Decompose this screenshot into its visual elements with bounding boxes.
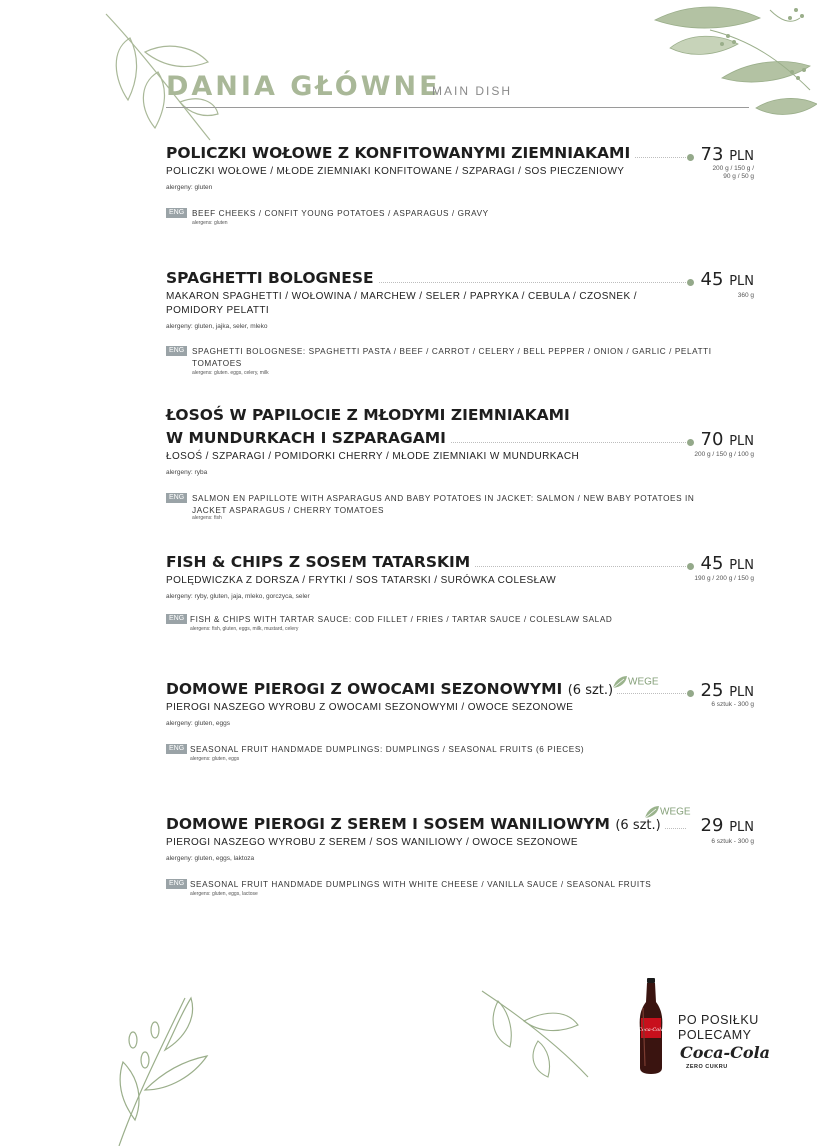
bullet-dot-icon	[687, 439, 694, 446]
dish-description: POLĘDWICZKA Z DORSZA / FRYTKI / SOS TATARSKI / SURÓWKA COLESŁAW	[166, 575, 557, 586]
bullet-dot-icon	[687, 154, 694, 161]
dish-description: POLICZKI WOŁOWE / MŁODE ZIEMNIAKI KONFITOWANE / SZPARAGI / SOS PIECZENIOWY	[166, 166, 625, 177]
english-translation	[166, 493, 756, 521]
english-allergens: alergens: fish	[192, 515, 222, 521]
promo-line: PO POSIŁKU	[678, 1013, 759, 1027]
bullet-dot-icon	[687, 563, 694, 570]
dish-weight: 6 sztuk - 300 g	[711, 838, 754, 845]
menu-item	[166, 676, 756, 762]
dish-price	[701, 144, 754, 165]
price-currency: PLN	[729, 149, 754, 164]
dish-weight	[712, 165, 754, 181]
english-allergens: alergens: gluten, eggs	[190, 756, 240, 762]
promo-subtitle: ZERO CUKRU	[686, 1064, 728, 1070]
price-currency: PLN	[729, 558, 754, 573]
promo-line: POLECAMY	[678, 1028, 752, 1042]
vegetarian-label: WEGE	[660, 806, 691, 818]
english-translation	[166, 208, 756, 226]
dish-allergens: alergeny: gluten, jajka, seler, mleko	[166, 323, 268, 330]
dish-price	[701, 429, 754, 450]
english-allergens: alergens: gluten	[192, 220, 228, 226]
dish-pieces: (6 szt.)	[567, 683, 614, 698]
eng-badge: ENG	[166, 493, 187, 503]
price-value: 70	[700, 429, 724, 450]
english-allergens: alergens: gluten. eggs, celery, milk	[192, 370, 269, 376]
price-value: 45	[700, 269, 724, 290]
price-value: 29	[700, 815, 724, 836]
menu-item	[166, 268, 756, 376]
weight-line: 90 g / 50 g	[723, 173, 754, 180]
eng-badge: ENG	[166, 208, 187, 218]
dish-price	[701, 815, 754, 836]
leaf-branch-bottom-center-illustration	[478, 985, 593, 1080]
menu-item	[166, 405, 756, 521]
dish-price	[701, 269, 754, 290]
price-value: 73	[700, 144, 724, 165]
english-translation	[166, 346, 756, 376]
dish-name-text: DOMOWE PIEROGI Z OWOCAMI SEZONOWYMI	[166, 680, 563, 698]
dish-price	[701, 680, 754, 701]
bullet-dot-icon	[687, 690, 694, 697]
eng-badge: ENG	[166, 346, 187, 356]
dish-description: PIEROGI NASZEGO WYROBU Z OWOCAMI SEZONOWYMI / OWOCE SEZONOWE	[166, 702, 574, 713]
english-description: SPAGHETTI BOLOGNESE: SPAGHETTI PASTA / BEEF / CARROT / CELERY / BELL PEPPER / ONION / GARLIC / PELATTI TOMATOES	[192, 347, 712, 368]
dish-name: POLICZKI WOŁOWE Z KONFITOWANYMI ZIEMNIAKAMI	[166, 144, 634, 162]
price-value: 45	[700, 553, 724, 574]
dish-allergens: alergeny: ryby, gluten, jaja, mleko, gorczyca, seler	[166, 593, 310, 600]
english-translation	[166, 744, 756, 762]
dish-description: PIEROGI NASZEGO WYROBU Z SEREM / SOS WANILIOWY / OWOCE SEZONOWE	[166, 837, 578, 848]
english-description: SALMON EN PAPILLOTE WITH ASPARAGUS AND BABY POTATOES IN JACKET: SALMON / NEW BABY POTATOES IN JACKET ASPARAGUS / CHERRY TOMATOES	[192, 494, 695, 515]
dish-weight: 190 g / 200 g / 150 g	[694, 575, 754, 582]
leaf-branch-top-right-illustration	[650, 0, 817, 135]
english-allergens: alergens: fish, gluten, eggs, milk, mustard, celery	[190, 626, 299, 632]
dish-allergens: alergeny: gluten, eggs, laktoza	[166, 855, 255, 862]
eng-badge: ENG	[166, 614, 187, 624]
dish-pieces: (6 szt.)	[615, 818, 661, 833]
dish-description: ŁOSOŚ / SZPARAGI / POMIDORKI CHERRY / MŁODE ZIEMNIAKI W MUNDURKACH	[166, 451, 580, 462]
dish-name	[166, 815, 665, 833]
promo-text	[678, 1013, 759, 1043]
bottle-label: Coca-Cola	[638, 1027, 664, 1033]
price-value: 25	[700, 680, 724, 701]
price-currency: PLN	[729, 685, 754, 700]
page-subtitle: MAIN DISH	[432, 84, 513, 98]
price-currency: PLN	[729, 274, 754, 289]
leaf-icon	[612, 675, 628, 689]
menu-item	[166, 806, 756, 897]
dish-weight: 6 sztuk - 300 g	[711, 701, 754, 708]
coca-cola-logo: Coca-Cola	[680, 1043, 771, 1062]
dish-weight: 360 g	[737, 292, 754, 299]
leaf-icon	[644, 805, 660, 819]
vegetarian-badge	[612, 675, 659, 689]
dish-name	[166, 680, 617, 698]
english-description: BEEF CHEEKS / CONFIT YOUNG POTATOES / ASPARAGUS / GRAVY	[192, 209, 489, 218]
english-description: SEASONAL FRUIT HANDMADE DUMPLINGS: DUMPLINGS / SEASONAL FRUITS (6 PIECES)	[190, 745, 585, 754]
dish-price	[701, 553, 754, 574]
eng-badge: ENG	[166, 744, 187, 754]
dish-name: SPAGHETTI BOLOGNESE	[166, 269, 378, 287]
dish-name-text: DOMOWE PIEROGI Z SEREM I SOSEM WANILIOWYM	[166, 815, 610, 833]
english-description: SEASONAL FRUIT HANDMADE DUMPLINGS WITH WHITE CHEESE / VANILLA SAUCE / SEASONAL FRUITS	[190, 880, 652, 889]
english-description: FISH & CHIPS WITH TARTAR SAUCE: COD FILLET / FRIES / TARTAR SAUCE / COLESLAW SALAD	[190, 615, 613, 624]
vegetarian-badge	[644, 805, 691, 819]
weight-line: 200 g / 150 g /	[712, 165, 754, 172]
dish-name: FISH & CHIPS Z SOSEM TATARSKIM	[166, 553, 474, 571]
price-currency: PLN	[729, 820, 754, 835]
dish-allergens: alergeny: gluten	[166, 184, 213, 191]
coca-cola-bottle-image	[636, 978, 666, 1074]
page-title: DANIA GŁÓWNE	[166, 71, 441, 102]
dish-allergens: alergeny: ryba	[166, 469, 208, 476]
dish-name: ŁOSOŚ W PAPILOCIE Z MŁODYMI ZIEMNIAKAMI	[166, 406, 570, 424]
price-currency: PLN	[729, 434, 754, 449]
dish-description: MAKARON SPAGHETTI / WOŁOWINA / MARCHEW / SELER / PAPRYKA / CEBULA / CZOSNEK / POMIDORY PELATTI	[166, 291, 637, 316]
menu-item	[166, 552, 756, 632]
leaf-branch-bottom-left-illustration	[105, 990, 215, 1146]
english-allergens: alergens: gluten, eggs, lactose	[190, 891, 258, 897]
eng-badge: ENG	[166, 879, 187, 889]
dish-name-continued: W MUNDURKACH I SZPARAGAMI	[166, 429, 450, 447]
menu-item	[166, 143, 756, 226]
english-translation	[166, 614, 756, 632]
english-translation	[166, 879, 756, 897]
title-divider	[166, 107, 749, 108]
dish-weight: 200 g / 150 g / 100 g	[694, 451, 754, 458]
bullet-dot-icon	[687, 279, 694, 286]
dish-allergens: alergeny: gluten, eggs	[166, 720, 230, 727]
vegetarian-label: WEGE	[628, 676, 659, 688]
